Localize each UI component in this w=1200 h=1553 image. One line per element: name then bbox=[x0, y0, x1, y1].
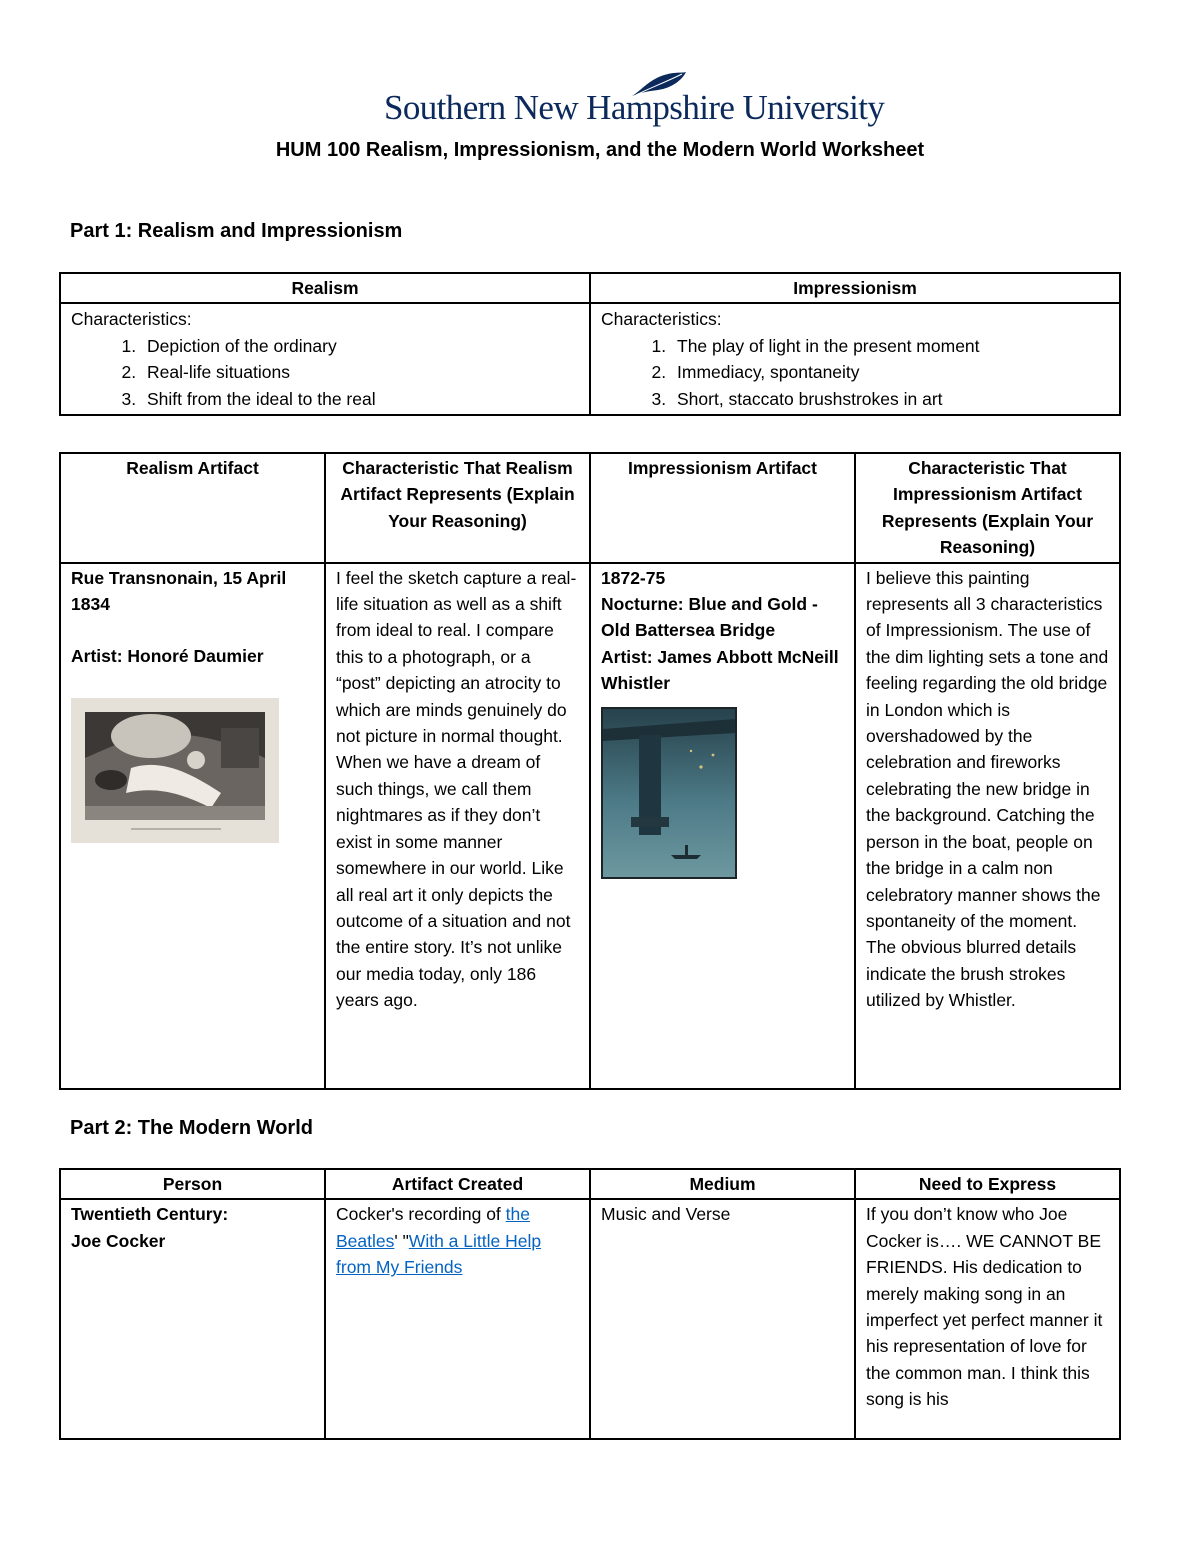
realism-reasoning-header: Characteristic That Realism Artifact Represents (Explain Your Reasoning) bbox=[325, 453, 590, 563]
part2-heading: Part 2: The Modern World bbox=[70, 1117, 313, 1139]
artifact-created-cell bbox=[325, 1199, 590, 1439]
impressionism-characteristics-cell bbox=[590, 303, 1120, 415]
impressionism-reasoning-cell: I believe this painting represents all 3 characteristics of Impressionism. The use of the dim lighting sets a tone and feeling regarding the old bridge in London which is overshadowed by the celebration and fireworks celebrating the new bridge in the background. Catching the person in the boat, people on the bridge in a calm non celebratory manner shows the spontaneity of the moment. The obvious blurred details indicate the brush strokes utilized by Whistler. bbox=[855, 563, 1120, 1089]
impressionism-artifact-artist: Artist: James Abbott McNeill Whistler bbox=[601, 646, 839, 694]
realism-characteristics-label: Characteristics: bbox=[71, 309, 192, 330]
impressionism-artifact-header: Impressionism Artifact bbox=[590, 453, 855, 563]
nocturne-blue-gold-painting-image bbox=[601, 707, 737, 879]
realism-artifact-artist: Artist: Honoré Daumier bbox=[71, 646, 264, 667]
impressionism-characteristics-label: Characteristics: bbox=[601, 309, 722, 330]
list-item: 3. Shift from the ideal to the real bbox=[141, 386, 579, 412]
list-item: 2. Immediacy, spontaneity bbox=[671, 359, 1109, 385]
person-era: Twentieth Century: bbox=[71, 1204, 229, 1225]
impressionism-characteristics-list bbox=[601, 333, 1109, 412]
modern-world-table bbox=[59, 1168, 1121, 1440]
artifact-created-header: Artifact Created bbox=[325, 1169, 590, 1199]
artifact-mid: ' " bbox=[394, 1230, 409, 1251]
list-item: 1. The play of light in the present moment bbox=[671, 333, 1109, 359]
realism-artifact-header: Realism Artifact bbox=[60, 453, 325, 563]
medium-cell: Music and Verse bbox=[590, 1199, 855, 1439]
list-item: 3. Short, staccato brushstrokes in art bbox=[671, 386, 1109, 412]
realism-reasoning-cell: I feel the sketch capture a real-life situation as well as a shift from ideal to real. I compare this to a photograph, or a “post” depicting an atrocity to which are minds genuinely do not picture in normal thought. When we have a dream of such things, we call them nightmares as if they don’t exist in some manner somewhere in our world. Like all real art it only depicts the outcome of a situation and not the entire story. It’s not unlike our media today, only 186 years ago. bbox=[325, 563, 590, 1089]
impressionism-artifact-cell bbox=[590, 563, 855, 1089]
university-logo bbox=[384, 70, 885, 134]
realism-characteristics-cell bbox=[60, 303, 590, 415]
impressionism-header: Impressionism bbox=[590, 273, 1120, 303]
impressionism-reasoning-header: Characteristic That Impressionism Artifact Represents (Explain Your Reasoning) bbox=[855, 453, 1120, 563]
person-header: Person bbox=[60, 1169, 325, 1199]
impressionism-artifact-date: 1872-75 bbox=[601, 567, 666, 588]
document-title: HUM 100 Realism, Impressionism, and the Modern World Worksheet bbox=[275, 139, 925, 161]
realism-artifact-cell bbox=[60, 563, 325, 1089]
need-to-express-cell: If you don’t know who Joe Cocker is…. WE CANNOT BE FRIENDS. His dedication to merely making song in an imperfect yet perfect manner it his representation of love for the common man. I think this song is his bbox=[855, 1199, 1120, 1439]
artifact-prefix: Cocker's recording of bbox=[336, 1204, 506, 1225]
university-name: Southern New Hampshire University bbox=[384, 88, 885, 127]
part1-heading: Part 1: Realism and Impressionism bbox=[70, 220, 403, 242]
list-item: 1. Depiction of the ordinary bbox=[141, 333, 579, 359]
song-link[interactable]: With a Little Help from My Friends bbox=[336, 1230, 542, 1278]
beatles-link[interactable]: the Beatles bbox=[336, 1204, 530, 1251]
medium-header: Medium bbox=[590, 1169, 855, 1199]
feather-quill-icon bbox=[628, 70, 688, 100]
artifact-table bbox=[59, 452, 1121, 1090]
impressionism-artifact-title: Nocturne: Blue and Gold - Old Battersea Bridge bbox=[601, 594, 818, 641]
person-name: Joe Cocker bbox=[71, 1230, 166, 1251]
person-cell bbox=[60, 1199, 325, 1439]
need-to-express-header: Need to Express bbox=[855, 1169, 1120, 1199]
rue-transnonain-lithograph-image bbox=[71, 698, 279, 843]
realism-artifact-title: Rue Transnonain, 15 April 1834 bbox=[71, 567, 287, 615]
characteristics-table bbox=[59, 272, 1121, 416]
realism-characteristics-list bbox=[71, 333, 579, 412]
list-item: 2. Real-life situations bbox=[141, 359, 579, 385]
realism-header: Realism bbox=[60, 273, 590, 303]
